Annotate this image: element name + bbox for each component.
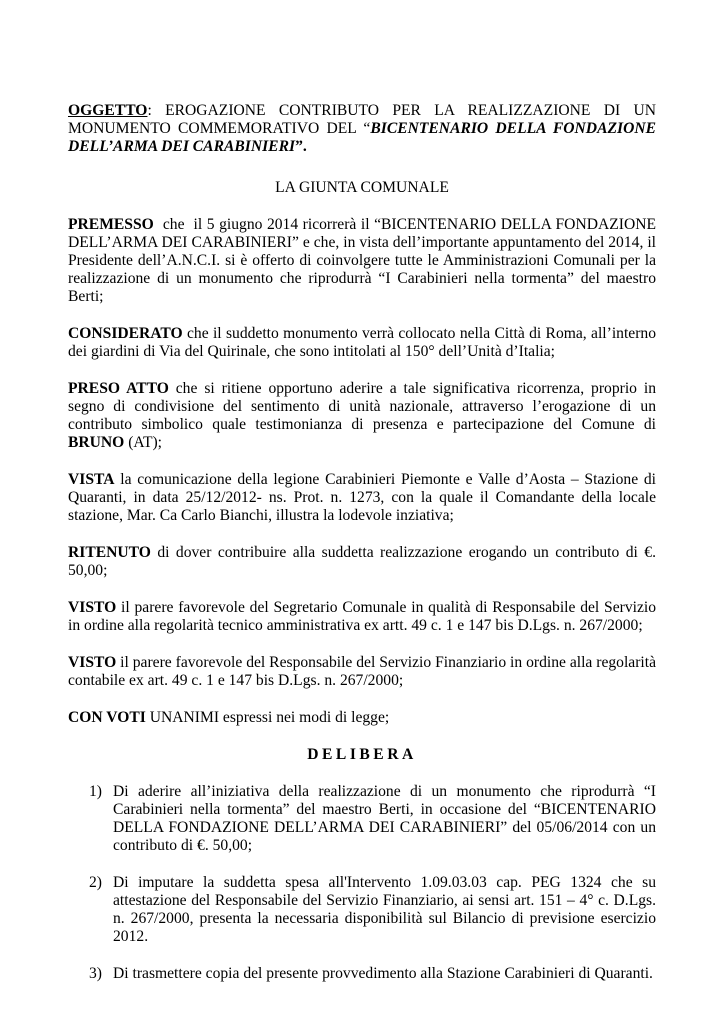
- resolution-list: [68, 783, 656, 983]
- council-heading: LA GIUNTA COMUNALE: [275, 179, 449, 196]
- document-page: [68, 102, 660, 1002]
- paragraph-text: il parere favorevole del Responsabile del Servizio Finanziario in ordine alla regolarità contabile ex art. 49 c. 1 e 147 bis D.Lgs. n. 267/2000;: [68, 654, 656, 689]
- paragraph-lead: CONSIDERATO: [68, 325, 183, 342]
- seen-secretary-paragraph: [68, 599, 656, 635]
- item-text: Di aderire all’iniziativa della realizzazione di un monumento che riprodurrà “I Carabinieri nella tormenta” del maestro Berti, in occasione del “BICENTENARIO DELLA FONDAZIONE DELL’ARMA DEI CARABINIERI” del 05/06/2014 con un contributo di €. 50,00;: [113, 783, 656, 854]
- paragraph-text: il parere favorevole del Segretario Comunale in qualità di Responsabile del Servizio in ordine alla regolarità tecnico amministrativa ex artt. 49 c. 1 e 147 bis D.Lgs. n. 267/2000;: [68, 599, 656, 634]
- town-name: BRUNO: [68, 434, 125, 451]
- subject-text: EROGAZIONE CONTRIBUTO PER LA REALIZZAZIONE DI UN MONUMENTO COMMEMORATIVO DEL “: [68, 102, 656, 137]
- item-number: 3): [89, 965, 102, 982]
- paragraph-lead: PREMESSO: [68, 216, 154, 233]
- paragraph-lead: VISTO: [68, 599, 117, 616]
- paragraph-text: la comunicazione della legione Carabinieri Piemonte e Valle d’Aosta – Stazione di Quaranti, in data 25/12/2012- ns. Prot. n. 1273, con la quale il Comandante della locale stazione, Mar. Ca Carlo Bianchi, illustra la lodevole inziativa;: [68, 471, 656, 524]
- votes-paragraph: [68, 709, 656, 727]
- subject-title-italic: BICENTENARIO DELLA FONDAZIONE DELL’ARMA DEI CARABINIERI: [68, 120, 656, 155]
- seen-finance-paragraph: [68, 654, 656, 690]
- subject-end: ”.: [295, 138, 307, 155]
- paragraph-lead: PRESO ATTO: [68, 380, 169, 397]
- resolution-heading: DELIBERA: [307, 746, 417, 763]
- subject-colon: :: [147, 102, 166, 119]
- subject-label: OGGETTO: [68, 102, 148, 119]
- paragraph-text: che si ritiene opportuno aderire a tale significativa ricorrenza, proprio in segno di condivisione del sentimento di unità nazionale, attraverso l’erogazione di un contributo simbolico quale testimonianza di presenza e partecipazione del Comune di: [68, 380, 657, 433]
- paragraph-lead: VISTO: [68, 654, 117, 671]
- considered-paragraph: [68, 325, 656, 361]
- premise-paragraph: [68, 216, 660, 306]
- deemed-paragraph: [68, 544, 656, 580]
- subject-block: [68, 102, 656, 156]
- list-item: [68, 783, 656, 855]
- paragraph-text: di dover contribuire alla suddetta realizzazione erogando un contributo di €. 50,00;: [68, 544, 656, 579]
- list-item: [68, 874, 656, 946]
- item-text: Di trasmettere copia del presente provvedimento alla Stazione Carabinieri di Quaranti.: [113, 965, 653, 982]
- paragraph-lead: CON VOTI: [68, 709, 146, 726]
- item-text: Di imputare la suddetta spesa all'Intervento 1.09.03.03 cap. PEG 1324 che su attestazione del Responsabile del Servizio Finanziario, ai sensi art. 151 – 4° c. D.Lgs. n. 267/2000, presenta la necessaria disponibilità sul Bilancio di previsione esercizio 2012.: [113, 874, 656, 945]
- list-item: [68, 965, 656, 983]
- paragraph-text: che il 5 giugno 2014 ricorrerà il “BICENTENARIO DELLA FONDAZIONE DELL’ARMA DEI CARABINIERI” e che, in vista dell’importante appuntamento del 2014, il Presidente dell’A.N.C.I. si è offerto di coinvolgere tutte le Amministrazioni Comunali per la realizzazione di un monumento che riprodurrà “I Carabinieri nella tormenta” del maestro Berti;: [68, 216, 660, 305]
- paragraph-lead: RITENUTO: [68, 544, 151, 561]
- paragraph-lead: VISTA: [68, 471, 115, 488]
- paragraph-tail: (AT);: [124, 434, 163, 451]
- noted-paragraph: [68, 380, 656, 452]
- seen-communication-paragraph: [68, 471, 656, 525]
- item-number: 1): [89, 783, 102, 800]
- item-number: 2): [89, 874, 102, 891]
- paragraph-text: che il suddetto monumento verrà collocato nella Città di Roma, all’interno dei giardini di Via del Quirinale, che sono intitolati al 150° dell’Unità d’Italia;: [68, 325, 656, 360]
- paragraph-text: UNANIMI espressi nei modi di legge;: [145, 709, 390, 726]
